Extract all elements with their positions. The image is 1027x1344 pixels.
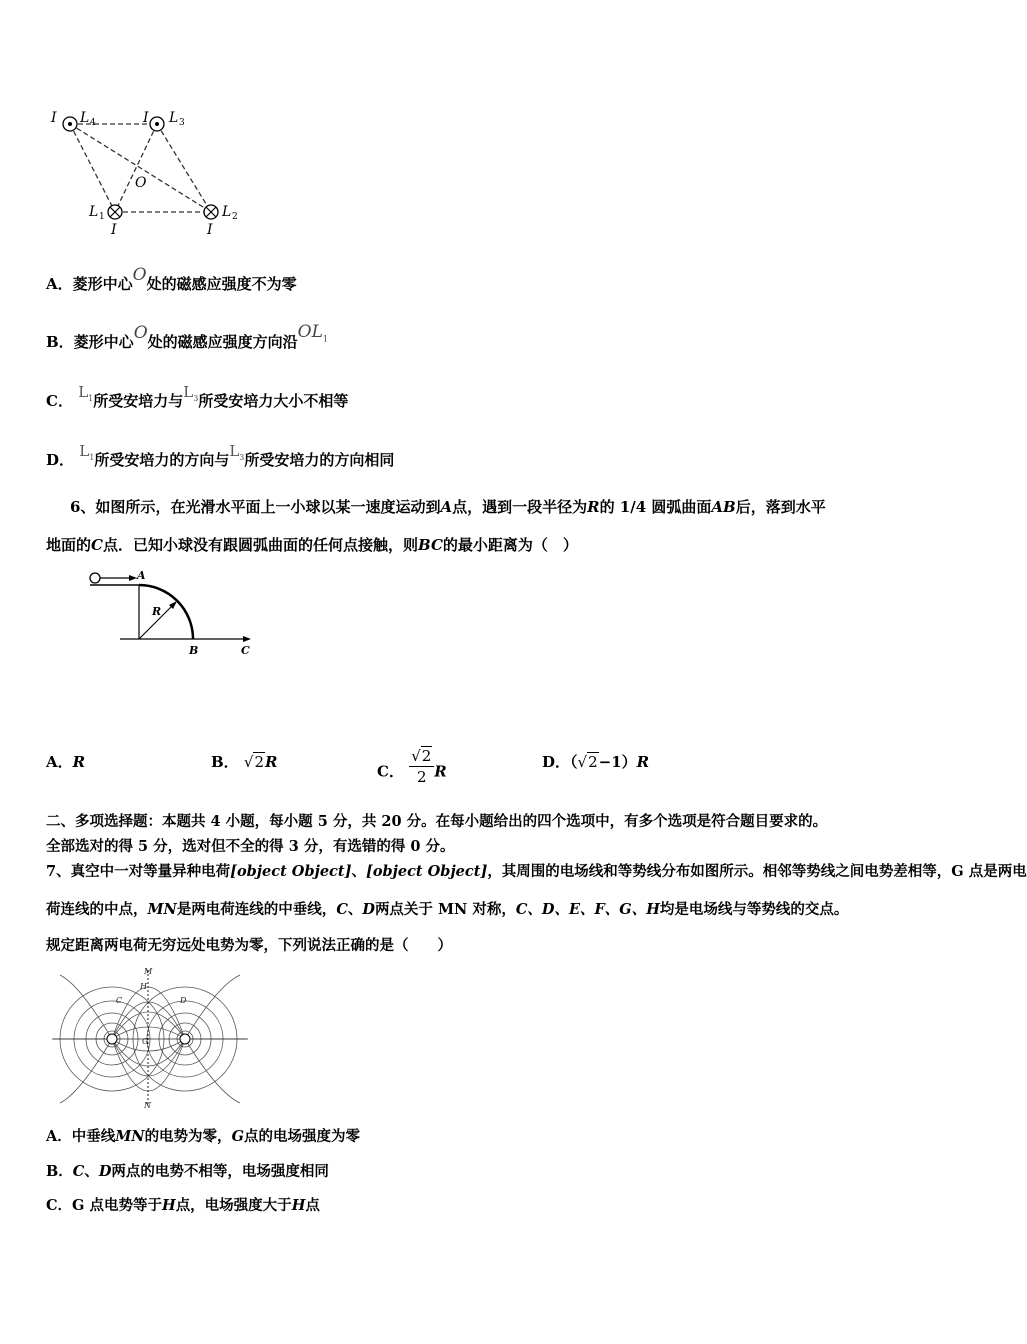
section-heading-line2: 全部选对的得 5 分，选对但不全的得 3 分，有选错的得 0 分。 bbox=[46, 838, 455, 855]
math-d: D bbox=[362, 901, 375, 918]
option-text: C． bbox=[46, 392, 73, 410]
math-c: C bbox=[91, 536, 103, 554]
point-label-n: N bbox=[144, 1101, 151, 1110]
option-text: A．中垂线 bbox=[46, 1128, 116, 1145]
option-text: 两点的电势不相等，电场强度相同 bbox=[111, 1163, 329, 1180]
math-r: R bbox=[587, 498, 600, 516]
math-h: H bbox=[291, 1197, 306, 1214]
stem-text: 两点关于 MN 对称， bbox=[374, 901, 516, 918]
math-o: O bbox=[133, 323, 148, 343]
option-text: 点 bbox=[305, 1197, 320, 1214]
math-points: C、D、E、F、G、H bbox=[515, 901, 660, 918]
q5-option-d bbox=[46, 442, 395, 477]
radius-label-r: R bbox=[152, 605, 162, 618]
q7-stem-line2 bbox=[46, 900, 848, 920]
math-l: L bbox=[79, 442, 90, 460]
radicand: 2 bbox=[588, 753, 598, 771]
option-text: C．G 点电势等于 bbox=[46, 1197, 162, 1214]
option-value: R bbox=[265, 753, 278, 771]
radicand: 2 bbox=[421, 747, 432, 765]
math-a: A bbox=[440, 498, 453, 516]
q6-option-a bbox=[46, 752, 85, 772]
option-text: B．菱形中心 bbox=[46, 333, 134, 351]
stem-text: ，其周围的电场线和等势线分布如图所示。相邻等势线之间电势差相等，G 点是两电 bbox=[487, 863, 1027, 880]
point-label-b: B bbox=[189, 644, 199, 657]
point-label-m: M bbox=[144, 967, 153, 976]
radicand: 2 bbox=[254, 753, 265, 771]
wire-label-l1: L bbox=[89, 204, 99, 220]
option-text: 所受安培力与 bbox=[93, 392, 184, 410]
option-text: A．菱形中心 bbox=[46, 275, 133, 293]
math-mn: MN bbox=[147, 901, 177, 918]
q5-option-c bbox=[46, 383, 349, 418]
q7-option-b bbox=[46, 1162, 329, 1182]
center-label-o: O bbox=[135, 175, 147, 191]
stem-text: 点．已知小球没有跟圆弧曲面的任何点接触，则 bbox=[102, 536, 418, 554]
q7-stem-line3: 规定距离两电荷无穷远处电势为零，下列说法正确的是（ ） bbox=[46, 937, 452, 954]
option-value: R bbox=[72, 753, 86, 771]
q6-stem-line2 bbox=[46, 535, 578, 555]
wire-label-sub: 3 bbox=[179, 118, 185, 128]
q7-stem-line1 bbox=[46, 862, 1027, 882]
current-label: I bbox=[207, 222, 213, 238]
wire-label-l2: L bbox=[222, 204, 232, 220]
math-bc: BC bbox=[417, 536, 443, 554]
point-label-g: G bbox=[142, 1037, 149, 1046]
q6-option-c bbox=[377, 747, 447, 793]
current-label: I bbox=[143, 110, 149, 126]
q6-option-b bbox=[211, 752, 278, 772]
stem-text: 均是电场线与等势线的交点。 bbox=[659, 901, 849, 918]
sqrt-symbol: √2 bbox=[243, 753, 265, 771]
fraction bbox=[409, 746, 434, 787]
option-text: 所受安培力大小不相等 bbox=[198, 392, 349, 410]
point-label-h: H bbox=[140, 982, 147, 991]
stem-text: 后，落到水平 bbox=[735, 498, 826, 516]
math-a: [object Object] bbox=[230, 863, 352, 880]
stem-text: 是两电荷连线的中垂线， bbox=[176, 901, 337, 918]
option-text: 处的磁感应强度不为零 bbox=[146, 275, 297, 293]
math-l: L bbox=[183, 383, 194, 401]
denominator: 2 bbox=[416, 768, 427, 786]
point-label-c: C bbox=[241, 644, 250, 657]
q5-option-a bbox=[46, 265, 297, 294]
q7-option-c bbox=[46, 1196, 320, 1216]
wire-label-l4: L bbox=[80, 110, 90, 126]
stem-text: 荷连线的中点， bbox=[46, 901, 148, 918]
option-text: −1） bbox=[598, 753, 637, 771]
math-l: L bbox=[229, 442, 240, 460]
math-b: [object Object] bbox=[365, 863, 488, 880]
wire-label-sub: 1 bbox=[99, 212, 105, 222]
stem-text: 的最小距离为（ ） bbox=[442, 536, 578, 554]
stem-text: 、 bbox=[351, 863, 366, 880]
wire-label-l3: L bbox=[169, 110, 179, 126]
sqrt-symbol: √2 bbox=[577, 753, 598, 771]
stem-text: 的 1/4 圆弧曲面 bbox=[599, 498, 712, 516]
math-c: C bbox=[72, 1163, 85, 1180]
option-text: 所受安培力的方向相同 bbox=[244, 451, 395, 469]
q6-stem-line1 bbox=[70, 497, 826, 517]
point-label-c: C bbox=[116, 996, 123, 1005]
math-h: H bbox=[161, 1197, 176, 1214]
stem-text: 6、如图所示，在光滑水平面上一小球以某一速度运动到 bbox=[70, 498, 441, 516]
math-c: C bbox=[336, 901, 348, 918]
q5-option-b bbox=[46, 322, 328, 359]
math-ol: OL bbox=[297, 322, 323, 342]
stem-text: 7、真空中一对等量异种电荷 bbox=[46, 863, 231, 880]
option-text: B． bbox=[46, 1163, 73, 1180]
option-text: 、 bbox=[84, 1163, 99, 1180]
wire-label-sub: 4 bbox=[90, 118, 96, 128]
option-value: R bbox=[636, 753, 650, 771]
math-l: L bbox=[78, 383, 89, 401]
math-sub: 3 bbox=[193, 394, 199, 403]
option-label: B． bbox=[211, 753, 239, 771]
section-heading-line1: 二、多项选择题：本题共 4 小题，每小题 5 分，共 20 分。在每小题给出的四个选项中，有多个选项是符合题目要求的。 bbox=[46, 813, 828, 830]
field-lines-figure bbox=[50, 965, 250, 1110]
math-o: O bbox=[132, 265, 147, 285]
option-label: D．（ bbox=[542, 753, 578, 771]
math-sub: 1 bbox=[322, 334, 328, 344]
option-text: 点的电场强度为零 bbox=[243, 1128, 360, 1145]
q7-option-a bbox=[46, 1127, 360, 1147]
quarter-arc-figure bbox=[85, 565, 265, 665]
stem-text: 地面的 bbox=[46, 536, 92, 554]
sqrt-symbol: √2 bbox=[411, 747, 432, 765]
point-label-a: A bbox=[137, 569, 146, 582]
option-text: 点，电场强度大于 bbox=[175, 1197, 292, 1214]
math-mn: MN bbox=[115, 1128, 145, 1145]
option-text: 处的磁感应强度方向沿 bbox=[147, 333, 298, 351]
option-value: R bbox=[434, 762, 447, 781]
q6-option-d bbox=[542, 752, 649, 772]
point-label-d: D bbox=[180, 996, 187, 1005]
stem-text: 、 bbox=[347, 901, 363, 918]
math-sub: 1 bbox=[88, 394, 94, 403]
wire-label-sub: 2 bbox=[232, 212, 238, 222]
current-label: I bbox=[111, 222, 117, 238]
option-text: 所受安培力的方向与 bbox=[94, 451, 230, 469]
option-text: 的电势为零， bbox=[144, 1128, 232, 1145]
rhombus-wire-figure bbox=[45, 100, 255, 240]
current-label: I bbox=[51, 110, 57, 126]
math-sub: 1 bbox=[89, 453, 95, 462]
stem-text: 点，遇到一段半径为 bbox=[452, 498, 588, 516]
math-ab: AB bbox=[711, 498, 736, 516]
math-d: D bbox=[98, 1163, 112, 1180]
option-label: C． bbox=[377, 762, 404, 781]
option-label: A． bbox=[46, 753, 73, 771]
math-sub: 3 bbox=[239, 453, 245, 462]
math-g: G bbox=[231, 1128, 244, 1145]
option-text: D． bbox=[46, 451, 75, 469]
